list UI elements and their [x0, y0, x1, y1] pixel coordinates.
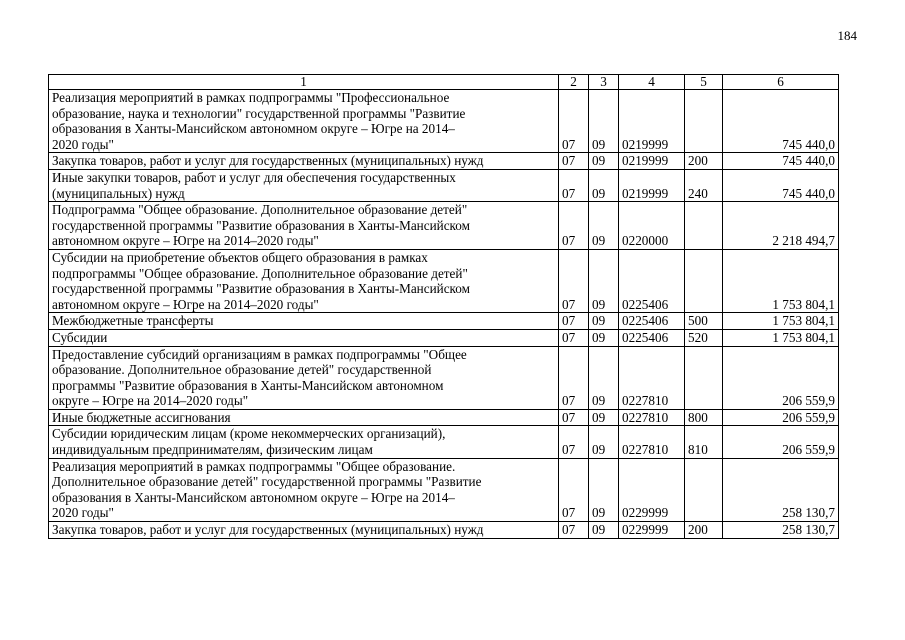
expense-type-code [685, 249, 723, 312]
amount-value: 206 559,9 [723, 346, 839, 409]
subsection-code: 09 [589, 153, 619, 170]
table-row [49, 346, 839, 409]
description-line: образование, наука и технологии" государственной программы "Развитие [52, 105, 466, 121]
row-description [49, 202, 559, 250]
column-header-3: 3 [589, 75, 619, 90]
description-line: (муниципальных) нужд [52, 185, 185, 201]
expense-type-code: 810 [685, 426, 723, 458]
description-line: Субсидии юридическим лицам (кроме некоммерческих организаций), [52, 426, 446, 442]
section-code: 07 [559, 522, 589, 539]
expense-type-code [685, 346, 723, 409]
target-article-code: 0219999 [619, 169, 685, 201]
subsection-code: 09 [589, 169, 619, 201]
description-line: Дополнительное образование детей" государственной программы "Развитие [52, 474, 482, 490]
table-row [49, 426, 839, 458]
description-line: Иные бюджетные ассигнования [52, 409, 231, 425]
row-description [49, 169, 559, 201]
column-header-6: 6 [723, 75, 839, 90]
description-line: государственной программы "Развитие образования в Ханты-Мансийском [52, 281, 470, 297]
amount-value: 745 440,0 [723, 169, 839, 201]
column-header-5: 5 [685, 75, 723, 90]
amount-value: 745 440,0 [723, 153, 839, 170]
description-line: Субсидии на приобретение объектов общего образования в рамках [52, 249, 428, 265]
table-row [49, 313, 839, 330]
header-row [49, 75, 839, 90]
subsection-code: 09 [589, 426, 619, 458]
row-description [49, 522, 559, 539]
section-code: 07 [559, 426, 589, 458]
expense-type-code: 200 [685, 153, 723, 170]
table-row [49, 458, 839, 521]
amount-value: 258 130,7 [723, 458, 839, 521]
description-line: автономном округе – Югре на 2014–2020 годы" [52, 233, 319, 249]
table-row [49, 153, 839, 170]
row-description [49, 249, 559, 312]
target-article-code: 0225406 [619, 249, 685, 312]
row-description [49, 153, 559, 170]
target-article-code: 0227810 [619, 346, 685, 409]
row-description [49, 313, 559, 330]
description-line: округе – Югре на 2014–2020 годы" [52, 393, 249, 409]
row-description [49, 426, 559, 458]
page-number: 184 [837, 28, 857, 43]
amount-value: 1 753 804,1 [723, 313, 839, 330]
target-article-code: 0229999 [619, 458, 685, 521]
description-line: Закупка товаров, работ и услуг для государственных (муниципальных) нужд [52, 522, 484, 538]
section-code: 07 [559, 153, 589, 170]
description-line: Реализация мероприятий в рамках подпрограммы "Профессиональное [52, 90, 450, 105]
subsection-code: 09 [589, 458, 619, 521]
row-description [49, 346, 559, 409]
target-article-code: 0229999 [619, 522, 685, 539]
table-row [49, 90, 839, 153]
description-line: Предоставление субсидий организациям в рамках подпрограммы "Общее [52, 346, 467, 362]
description-line: образования в Ханты-Мансийском автономном округе – Югре на 2014– [52, 489, 455, 505]
section-code: 07 [559, 346, 589, 409]
expense-type-code: 500 [685, 313, 723, 330]
description-line: Закупка товаров, работ и услуг для государственных (муниципальных) нужд [52, 153, 484, 169]
section-code: 07 [559, 90, 589, 153]
table-row [49, 202, 839, 250]
section-code: 07 [559, 249, 589, 312]
amount-value: 206 559,9 [723, 426, 839, 458]
expense-type-code: 240 [685, 169, 723, 201]
description-line: Межбюджетные трансферты [52, 313, 214, 329]
description-line: автономном округе – Югре на 2014–2020 годы" [52, 296, 319, 312]
column-header-1: 1 [49, 75, 559, 90]
amount-value: 1 753 804,1 [723, 329, 839, 346]
section-code: 07 [559, 409, 589, 426]
row-description [49, 409, 559, 426]
target-article-code: 0219999 [619, 90, 685, 153]
target-article-code: 0227810 [619, 426, 685, 458]
expense-type-code [685, 90, 723, 153]
target-article-code: 0225406 [619, 313, 685, 330]
expense-type-code: 800 [685, 409, 723, 426]
description-line: Иные закупки товаров, работ и услуг для обеспечения государственных [52, 169, 456, 185]
subsection-code: 09 [589, 249, 619, 312]
row-description [49, 458, 559, 521]
column-header-4: 4 [619, 75, 685, 90]
target-article-code: 0219999 [619, 153, 685, 170]
table-row [49, 169, 839, 201]
subsection-code: 09 [589, 90, 619, 153]
subsection-code: 09 [589, 409, 619, 426]
table-row [49, 329, 839, 346]
section-code: 07 [559, 169, 589, 201]
amount-value: 1 753 804,1 [723, 249, 839, 312]
description-line: Подпрограмма "Общее образование. Дополнительное образование детей" [52, 202, 468, 218]
amount-value: 745 440,0 [723, 90, 839, 153]
description-line: индивидуальным предпринимателям, физическим лицам [52, 442, 373, 458]
budget-table [48, 74, 839, 539]
table-body [49, 90, 839, 539]
subsection-code: 09 [589, 346, 619, 409]
description-line: образования в Ханты-Мансийском автономном округе – Югре на 2014– [52, 121, 455, 137]
column-header-2: 2 [559, 75, 589, 90]
section-code: 07 [559, 202, 589, 250]
description-line: программы "Развитие образования в Ханты-Мансийском автономном [52, 377, 444, 393]
subsection-code: 09 [589, 329, 619, 346]
amount-value: 2 218 494,7 [723, 202, 839, 250]
target-article-code: 0227810 [619, 409, 685, 426]
section-code: 07 [559, 313, 589, 330]
row-description [49, 90, 559, 153]
description-line: подпрограммы "Общее образование. Дополнительное образование детей" [52, 265, 468, 281]
section-code: 07 [559, 458, 589, 521]
target-article-code: 0220000 [619, 202, 685, 250]
description-line: Реализация мероприятий в рамках подпрограммы "Общее образование. [52, 458, 456, 474]
amount-value: 258 130,7 [723, 522, 839, 539]
description-line: государственной программы "Развитие образования в Ханты-Мансийском [52, 217, 470, 233]
expense-type-code [685, 458, 723, 521]
table-row [49, 249, 839, 312]
expense-type-code: 200 [685, 522, 723, 539]
subsection-code: 09 [589, 313, 619, 330]
amount-value: 206 559,9 [723, 409, 839, 426]
description-line: 2020 годы" [52, 505, 114, 521]
subsection-code: 09 [589, 202, 619, 250]
expense-type-code [685, 202, 723, 250]
description-line: образование. Дополнительное образование детей" государственной [52, 362, 432, 378]
row-description [49, 329, 559, 346]
expense-type-code: 520 [685, 329, 723, 346]
table-row [49, 409, 839, 426]
table-row [49, 522, 839, 539]
description-line: 2020 годы" [52, 136, 114, 152]
subsection-code: 09 [589, 522, 619, 539]
section-code: 07 [559, 329, 589, 346]
description-line: Субсидии [52, 329, 108, 345]
target-article-code: 0225406 [619, 329, 685, 346]
